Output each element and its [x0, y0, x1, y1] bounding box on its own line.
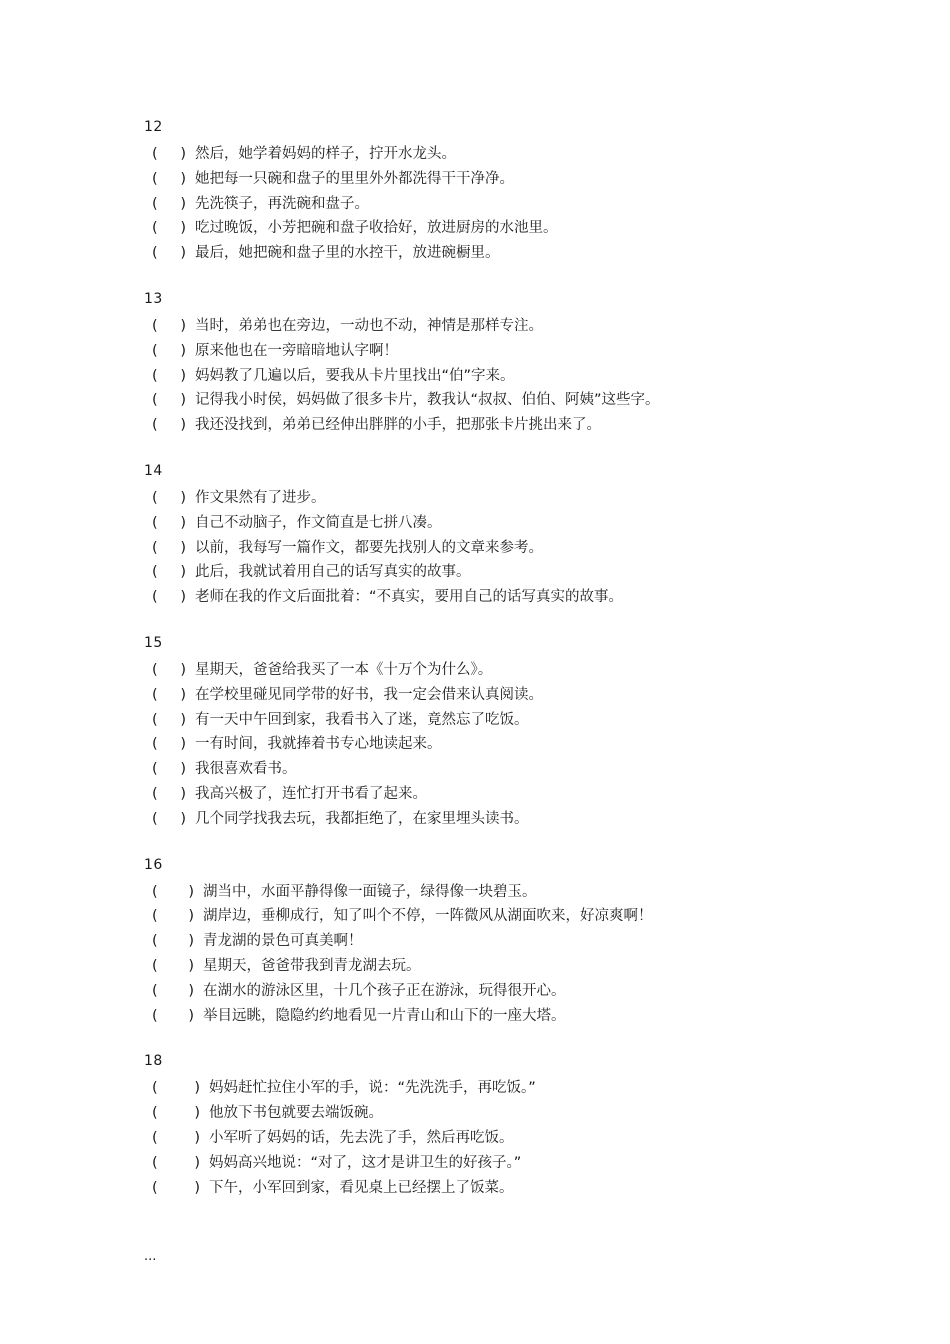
sentence-text: 我很喜欢看书。: [195, 761, 297, 778]
answer-blank[interactable]: ( ): [152, 342, 186, 359]
answer-blank[interactable]: ( ): [152, 883, 194, 900]
page-ellipsis: ...: [144, 1249, 157, 1264]
sentence-item: [144, 413, 864, 438]
answer-blank[interactable]: ( ): [152, 245, 186, 262]
sentence-item: [144, 683, 864, 708]
sentence-text: 以前，我每写一篇作文，都要先找别人的文章来参考。: [195, 539, 543, 556]
question-14: [144, 462, 864, 610]
answer-blank[interactable]: ( ): [152, 982, 194, 999]
answer-blank[interactable]: ( ): [152, 539, 186, 556]
question-number: 15: [144, 634, 163, 651]
answer-blank[interactable]: ( ): [152, 761, 186, 778]
sentence-item: [144, 339, 864, 364]
sentence-text: 当时，弟弟也在旁边，一动也不动，神情是那样专注。: [195, 317, 543, 334]
sentence-text: 在湖水的游泳区里，十几个孩子正在游泳，玩得很开心。: [203, 982, 566, 999]
sentence-item: [144, 929, 864, 954]
sentence-item: [144, 954, 864, 979]
sentence-text: 妈妈教了几遍以后，要我从卡片里找出“伯”字来。: [195, 367, 515, 384]
question-number: 18: [144, 1053, 163, 1070]
sentence-item: [144, 486, 864, 511]
answer-blank[interactable]: ( ): [152, 170, 186, 187]
sentence-text: 她把每一只碗和盘子的里里外外都洗得干干净净。: [195, 170, 514, 187]
sentence-item: [144, 732, 864, 757]
answer-blank[interactable]: ( ): [152, 1179, 200, 1196]
sentence-text: 几个同学找我去玩，我都拒绝了，在家里埋头读书。: [195, 810, 529, 827]
sentence-text: 一有时间，我就捧着书专心地读起来。: [195, 736, 442, 753]
sentence-text: 星期天，爸爸带我到青龙湖去玩。: [203, 957, 421, 974]
answer-blank[interactable]: ( ): [152, 367, 186, 384]
answer-blank[interactable]: ( ): [152, 908, 194, 925]
sentence-item: [144, 585, 864, 610]
sentence-text: 记得我小时侯，妈妈做了很多卡片，教我认“叔叔、伯伯、阿姨”这些字。: [195, 392, 660, 409]
sentence-item: [144, 511, 864, 536]
answer-blank[interactable]: ( ): [152, 589, 186, 606]
sentence-text: 此后，我就试着用自己的话写真实的故事。: [195, 564, 471, 581]
sentence-text: 星期天，爸爸给我买了一本《十万个为什么》。: [195, 661, 493, 678]
sentence-item: [144, 658, 864, 683]
sentence-item: [144, 904, 864, 929]
sentence-text: 然后，她学着妈妈的样子，拧开水龙头。: [195, 146, 456, 162]
sentence-item: [144, 880, 864, 905]
sentence-text: 自己不动脑子，作文简直是七拼八凑。: [195, 514, 442, 531]
sentence-text: 我高兴极了，连忙打开书看了起来。: [195, 785, 427, 802]
answer-blank[interactable]: ( ): [152, 489, 186, 506]
sentence-text: 妈妈赶忙拉住小军的手，说：“先洗洗手，再吃饭。”: [209, 1080, 536, 1097]
question-12: [144, 118, 864, 266]
sentence-text: 有一天中午回到家，我看书入了迷，竟然忘了吃饭。: [195, 711, 529, 728]
sentence-item: [144, 364, 864, 389]
sentence-text: 原来他也在一旁暗暗地认字啊！: [195, 342, 398, 359]
sentence-item: [144, 142, 864, 167]
sentence-item: [144, 1151, 864, 1176]
sentence-item: [144, 192, 864, 217]
question-number: 16: [144, 856, 163, 873]
sentence-text: 湖当中，水面平静得像一面镜子，绿得像一块碧玉。: [203, 883, 537, 900]
answer-blank[interactable]: ( ): [152, 564, 186, 581]
sentence-text: 他放下书包就要去端饭碗。: [209, 1105, 383, 1122]
sentence-item: [144, 1176, 864, 1201]
sentence-item: [144, 167, 864, 192]
sentence-text: 湖岸边，垂柳成行，知了叫个不停，一阵微风从湖面吹来，好凉爽啊！: [203, 908, 653, 925]
sentence-text: 先洗筷子，再洗碗和盘子。: [195, 195, 369, 212]
question-number: 13: [144, 290, 163, 307]
sentence-text: 举目远眺，隐隐约约地看见一片青山和山下的一座大塔。: [203, 1007, 566, 1024]
sentence-text: 我还没找到，弟弟已经伸出胖胖的小手，把那张卡片挑出来了。: [195, 417, 601, 434]
sentence-item: [144, 314, 864, 339]
sentence-text: 老师在我的作文后面批着：“不真实，要用自己的话写真实的故事。: [195, 589, 624, 606]
exercise-document: [144, 118, 864, 1224]
sentence-text: 下午，小军回到家，看见桌上已经摆上了饭菜。: [209, 1179, 514, 1196]
answer-blank[interactable]: ( ): [152, 736, 186, 753]
question-13: [144, 290, 864, 438]
answer-blank[interactable]: ( ): [152, 1154, 200, 1171]
answer-blank[interactable]: ( ): [152, 711, 186, 728]
sentence-item: [144, 979, 864, 1004]
answer-blank[interactable]: ( ): [152, 317, 186, 334]
answer-blank[interactable]: ( ): [152, 514, 186, 531]
question-16: [144, 856, 864, 1029]
sentence-text: 在学校里碰见同学带的好书，我一定会借来认真阅读。: [195, 686, 543, 703]
sentence-text: 作文果然有了进步。: [195, 489, 326, 506]
sentence-text: 妈妈高兴地说：“对了，这才是讲卫生的好孩子。”: [209, 1154, 522, 1171]
answer-blank[interactable]: ( ): [152, 417, 186, 434]
sentence-item: [144, 1004, 864, 1029]
question-18: [144, 1052, 864, 1200]
sentence-item: [144, 708, 864, 733]
answer-blank[interactable]: ( ): [152, 957, 194, 974]
sentence-item: [144, 1126, 864, 1151]
sentence-item: [144, 757, 864, 782]
answer-blank[interactable]: ( ): [152, 1129, 200, 1146]
sentence-item: [144, 241, 864, 266]
answer-blank[interactable]: ( ): [152, 933, 194, 950]
sentence-item: [144, 807, 864, 832]
sentence-item: [144, 560, 864, 585]
answer-blank[interactable]: ( ): [152, 661, 186, 678]
answer-blank[interactable]: ( ): [152, 146, 186, 162]
answer-blank[interactable]: ( ): [152, 1080, 200, 1097]
answer-blank[interactable]: ( ): [152, 686, 186, 703]
answer-blank[interactable]: ( ): [152, 810, 186, 827]
sentence-item: [144, 388, 864, 413]
sentence-item: [144, 536, 864, 561]
answer-blank[interactable]: ( ): [152, 785, 186, 802]
sentence-item: [144, 216, 864, 241]
answer-blank[interactable]: ( ): [152, 220, 186, 237]
answer-blank[interactable]: ( ): [152, 1105, 200, 1122]
sentence-item: [144, 1101, 864, 1126]
question-number: 12: [144, 119, 163, 135]
sentence-text: 最后，她把碗和盘子里的水控干，放进碗橱里。: [195, 245, 500, 262]
sentence-item: [144, 1076, 864, 1101]
answer-blank[interactable]: ( ): [152, 392, 186, 409]
answer-blank[interactable]: ( ): [152, 1007, 194, 1024]
sentence-text: 青龙湖的景色可真美啊！: [203, 933, 363, 950]
sentence-text: 吃过晚饭，小芳把碗和盘子收拾好，放进厨房的水池里。: [195, 220, 558, 237]
answer-blank[interactable]: ( ): [152, 195, 186, 212]
question-15: [144, 634, 864, 832]
sentence-item: [144, 782, 864, 807]
sentence-text: 小军听了妈妈的话，先去洗了手，然后再吃饭。: [209, 1129, 514, 1146]
question-number: 14: [144, 462, 163, 479]
